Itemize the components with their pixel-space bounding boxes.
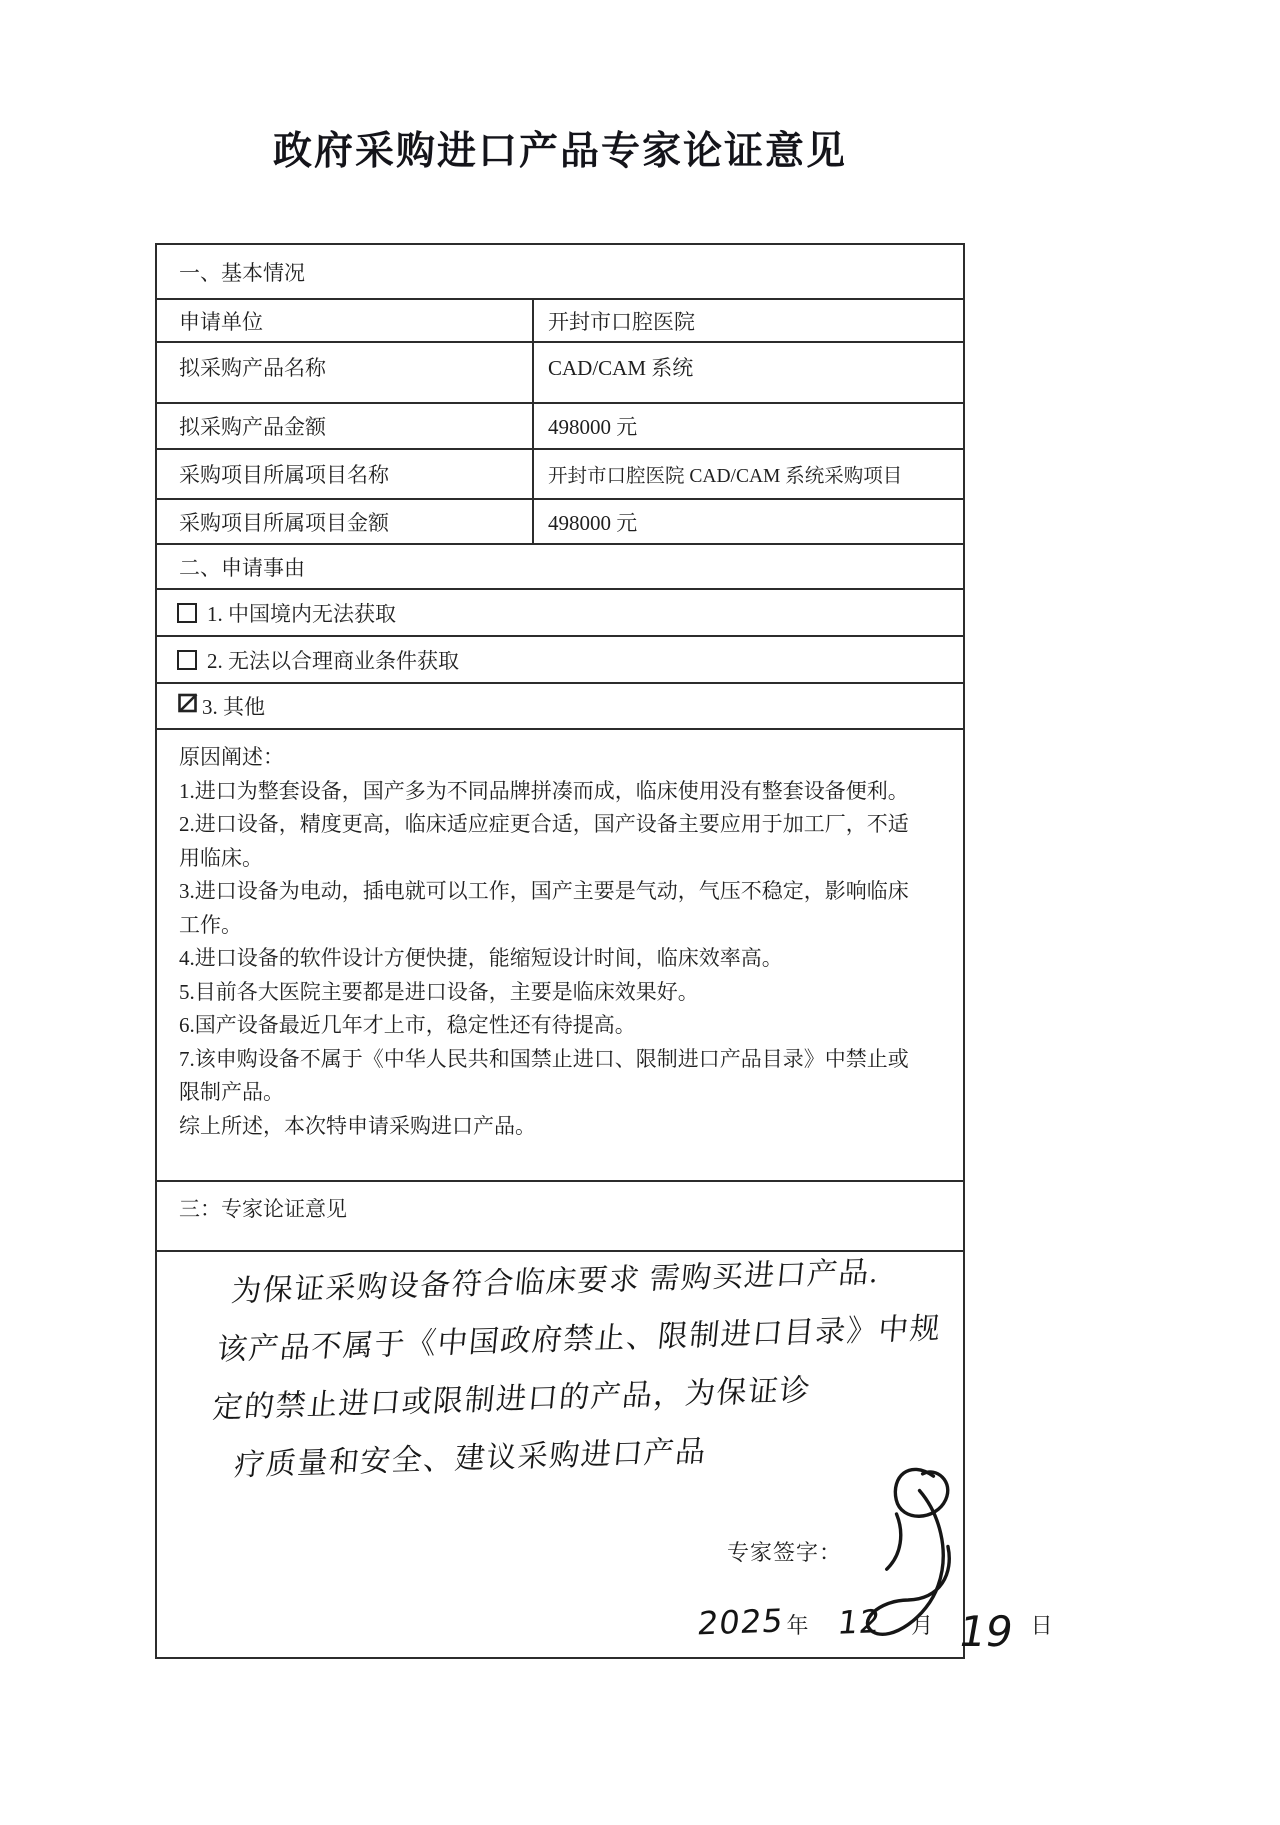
field-label: 拟采购产品金额 (157, 404, 534, 448)
row-product-amount (157, 404, 963, 450)
row-project-amount (157, 500, 963, 545)
date-year-suffix: 年 (786, 1613, 809, 1638)
reason-line: 2.进口设备，精度更高，临床适应症更合适，国产设备主要应用于加工厂，不适 (179, 812, 909, 836)
row-applicant-unit (157, 300, 963, 343)
option-label: 3. 其他 (202, 695, 265, 719)
row-project-name (157, 450, 963, 500)
reason-line: 用临床。 (179, 845, 263, 870)
field-label: 采购项目所属项目金额 (157, 500, 534, 543)
reason-line: 3.进口设备为电动，插电就可以工作，国产主要是气动，气压不稳定，影响临床 (179, 879, 909, 903)
option-row-unobtainable-in-china (157, 590, 963, 637)
checkbox-checked-icon (177, 692, 199, 720)
section-header-label: 三：专家论证意见 (179, 1197, 347, 1221)
field-label: 采购项目所属项目名称 (157, 450, 534, 498)
handwriting-line: 该产品不属于《中国政府禁止、限制进口目录》中规 (215, 1312, 943, 1367)
handwritten-date (695, 1594, 1053, 1656)
reason-heading: 原因阐述： (179, 745, 284, 769)
section-header-basic-info (157, 245, 963, 300)
section-header-expert-opinion (157, 1182, 963, 1252)
field-label: 拟采购产品名称 (157, 343, 534, 402)
document-title: 政府采购进口产品专家论证意见 (272, 129, 847, 174)
date-day-suffix: 日 (1030, 1613, 1053, 1638)
reason-line: 6.国产设备最近几年才上市，稳定性还有待提高。 (179, 1013, 636, 1037)
reason-line: 5.目前各大医院主要都是进口设备，主要是临床效果好。 (179, 979, 699, 1004)
reason-line: 7.该申购设备不属于《中华人民共和国禁止进口、限制进口产品目录》中禁止或 (179, 1046, 909, 1071)
option-row-other (157, 684, 963, 730)
field-value: 开封市口腔医院 CAD/CAM 系统采购项目 (548, 466, 903, 487)
option-row-no-reasonable-terms (157, 637, 963, 684)
date-month-suffix: 月 (911, 1613, 934, 1638)
field-label: 申请单位 (157, 300, 534, 341)
field-value: 498000 元 (548, 510, 638, 535)
reason-statement-block (157, 730, 963, 1182)
section-header-label: 二、申请事由 (179, 555, 305, 580)
handwriting-line: 疗质量和安全、建议采购进口产品 (232, 1435, 709, 1483)
checkbox-unchecked-icon (177, 603, 197, 623)
reason-line: 限制产品。 (179, 1080, 284, 1104)
field-value: CAD/CAM 系统 (548, 356, 694, 380)
row-product-name (157, 343, 963, 404)
date-month: 12 (836, 1602, 884, 1642)
date-day: 19 (954, 1607, 1017, 1656)
reason-line: 4.进口设备的软件设计方便快捷，能缩短设计时间，临床效率高。 (179, 946, 783, 970)
option-label: 2. 无法以合理商业条件获取 (207, 648, 459, 673)
date-year: 2025 (695, 1601, 786, 1643)
reason-line: 1.进口为整套设备，国产多为不同品牌拼凑而成，临床使用没有整套设备便利。 (179, 778, 909, 803)
section-header-label: 一、基本情况 (179, 260, 305, 285)
reason-line: 工作。 (179, 912, 242, 937)
field-value: 开封市口腔医院 (548, 309, 695, 334)
expert-signature-label: 专家签字： (727, 1540, 843, 1565)
expert-opinion-form-table (155, 243, 965, 1659)
field-value: 498000 元 (548, 415, 638, 439)
handwriting-line: 为保证采购设备符合临床要求 需购买进口产品. (229, 1255, 881, 1309)
checkbox-unchecked-icon (177, 650, 197, 670)
option-label: 1. 中国境内无法获取 (207, 601, 396, 626)
handwriting-line: 定的禁止进口或限制进口的产品，为保证诊 (211, 1373, 813, 1425)
reason-conclusion: 综上所述，本次特申请采购进口产品。 (179, 1113, 536, 1138)
section-header-application-reason (157, 545, 963, 590)
